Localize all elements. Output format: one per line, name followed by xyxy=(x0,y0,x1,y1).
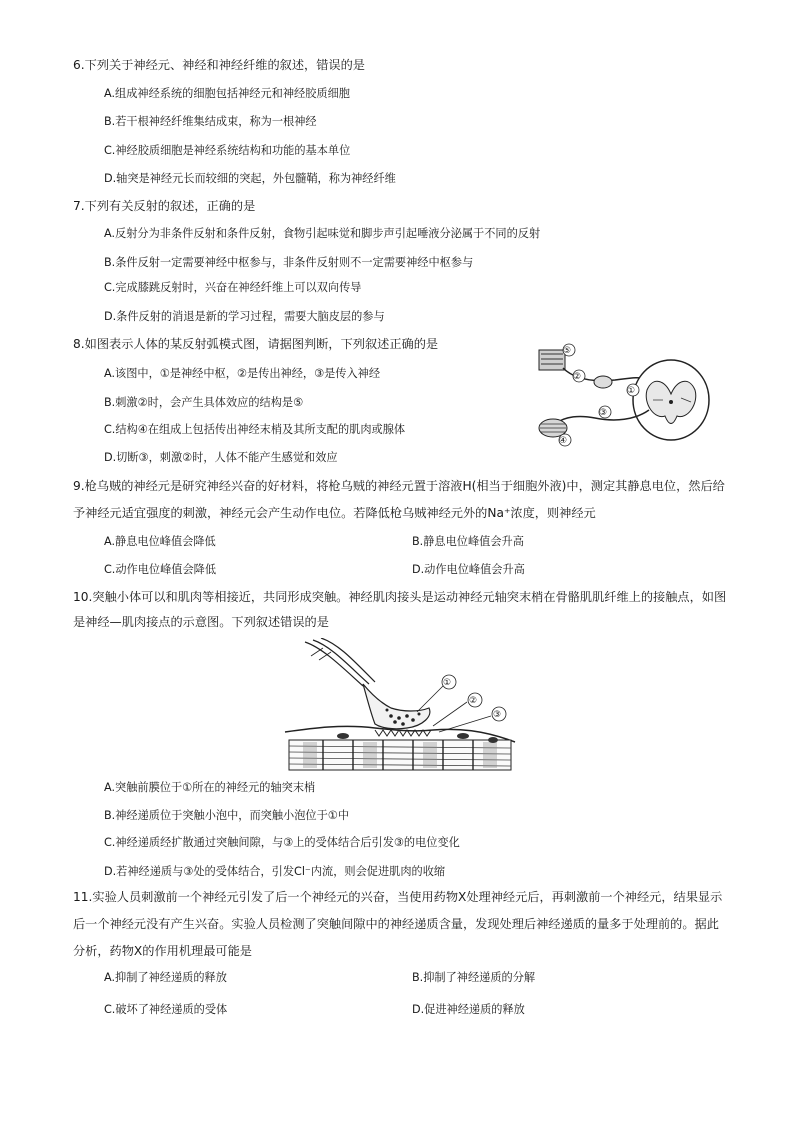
q8-option-d: D.切断③，刺激②时，人体不能产生感觉和效应 xyxy=(104,451,338,464)
q8-option-a: A.该图中，①是神经中枢，②是传出神经，③是传入神经 xyxy=(104,367,381,380)
q11-stem-line2: 后一个神经元没有产生兴奋。实验人员检测了突触间隙中的神经递质含量，发现处理后神经递质的量多于处理前的。据此 xyxy=(73,917,719,931)
fig10-label-3: ③ xyxy=(493,710,502,720)
neuromuscular-junction-figure xyxy=(283,638,518,778)
q10-stem-line2: 是神经—肌肉接点的示意图。下列叙述错误的是 xyxy=(73,615,329,629)
q10-option-c: C.神经递质经扩散通过突触间隙，与③上的受体结合后引发③的电位变化 xyxy=(104,836,460,849)
q8-stem: 8.如图表示人体的某反射弧模式图，请据图判断，下列叙述正确的是 xyxy=(73,337,439,351)
q7-option-b: B.条件反射一定需要神经中枢参与，非条件反射则不一定需要神经中枢参与 xyxy=(104,256,474,269)
fig8-label-1: ① xyxy=(627,386,636,396)
q11-option-c: C.破坏了神经递质的受体 xyxy=(104,1003,228,1016)
q11-option-a: A.抑制了神经递质的释放 xyxy=(104,971,227,984)
fig8-label-3: ③ xyxy=(599,408,608,418)
q7-option-a: A.反射分为非条件反射和条件反射，食物引起味觉和脚步声引起唾液分泌属于不同的反射 xyxy=(104,227,541,240)
q10-stem-line1: 10.突触小体可以和肌肉等相接近，共同形成突触。神经肌肉接头是运动神经元轴突末梢在骨骼肌肌纤维上的接触点，如图 xyxy=(73,590,727,604)
q11-stem-line1: 11.实验人员刺激前一个神经元引发了后一个神经元的兴奋，当使用药物X处理神经元后，再刺激前一个神经元，结果显示 xyxy=(73,890,723,904)
q6-option-c: C.神经胶质细胞是神经系统结构和功能的基本单位 xyxy=(104,144,351,157)
muscle-fiber xyxy=(289,733,511,770)
fig8-label-4: ④ xyxy=(559,436,568,446)
q9-option-b: B.静息电位峰值会升高 xyxy=(412,535,524,548)
fig8-label-2: ② xyxy=(573,372,582,382)
q7-option-c: C.完成膝跳反射时，兴奋在神经纤维上可以双向传导 xyxy=(104,281,362,294)
q8-option-b: B.刺激②时，会产生具体效应的结构是⑤ xyxy=(104,396,304,409)
q11-stem-line3: 分析，药物X的作用机理最可能是 xyxy=(73,944,252,958)
fig8-label-5: ⑤ xyxy=(563,346,572,356)
q9-stem-line2: 予神经元适宜强度的刺激，神经元会产生动作电位。若降低枪乌贼神经元外的Na⁺浓度，则神经元 xyxy=(73,506,596,520)
q9-stem-line1: 9.枪乌贼的神经元是研究神经兴奋的好材料，将枪乌贼的神经元置于溶液H(相当于细胞外液)中，测定其静息电位，然后给 xyxy=(73,479,725,493)
q10-option-a: A.突触前膜位于①所在的神经元的轴突末梢 xyxy=(104,781,316,794)
q8-option-c: C.结构④在组成上包括传出神经末梢及其所支配的肌肉或腺体 xyxy=(104,423,406,436)
q7-stem: 7.下列有关反射的叙述，正确的是 xyxy=(73,199,256,213)
q9-option-d: D.动作电位峰值会升高 xyxy=(412,563,525,576)
q6-option-d: D.轴突是神经元长而较细的突起，外包髓鞘，称为神经纤维 xyxy=(104,172,396,185)
q11-option-d: D.促进神经递质的释放 xyxy=(412,1003,525,1016)
q9-option-a: A.静息电位峰值会降低 xyxy=(104,535,216,548)
fig10-label-2: ② xyxy=(469,696,478,706)
q6-option-a: A.组成神经系统的细胞包括神经元和神经胶质细胞 xyxy=(104,87,350,100)
q9-option-c: C.动作电位峰值会降低 xyxy=(104,563,217,576)
q6-stem: 6.下列关于神经元、神经和神经纤维的叙述，错误的是 xyxy=(73,58,365,72)
q10-option-d: D.若神经递质与③处的受体结合，引发Cl⁻内流，则会促进肌肉的收缩 xyxy=(104,865,446,878)
fig10-label-1: ① xyxy=(443,678,452,688)
receptor-block xyxy=(539,350,565,370)
q11-option-b: B.抑制了神经递质的分解 xyxy=(412,971,536,984)
reflex-arc-figure xyxy=(535,340,715,450)
q6-option-b: B.若干根神经纤维集结成束，称为一根神经 xyxy=(104,115,317,128)
q10-option-b: B.神经递质位于突触小泡中，而突触小泡位于①中 xyxy=(104,809,350,822)
spinal-cord xyxy=(633,360,709,440)
q7-option-d: D.条件反射的消退是新的学习过程，需要大脑皮层的参与 xyxy=(104,310,385,323)
